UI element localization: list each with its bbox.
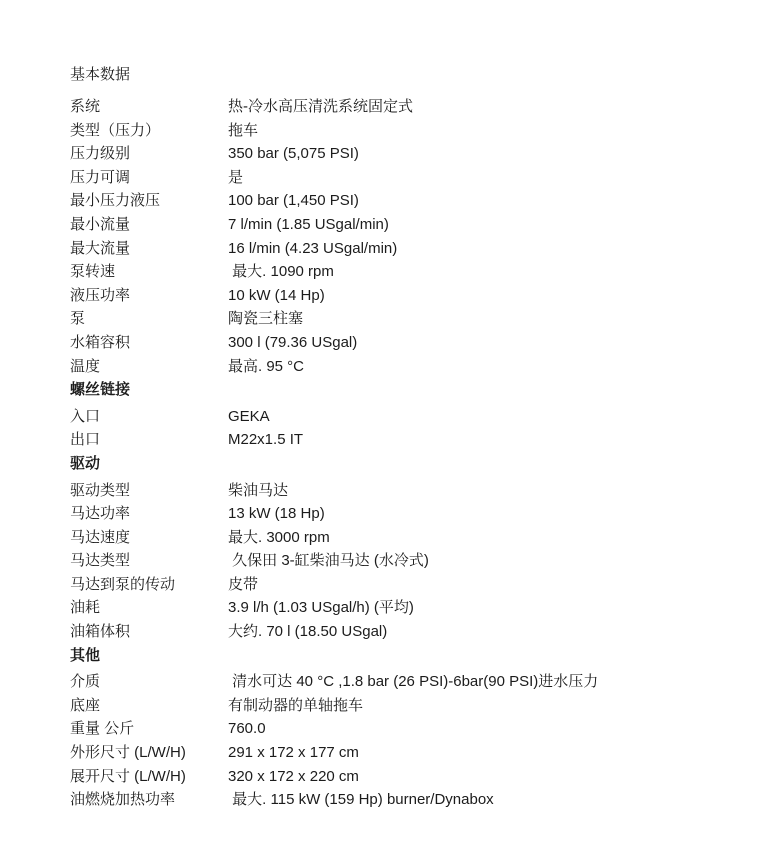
table-row: [70, 620, 746, 644]
table-row: [70, 788, 746, 812]
table-row: [70, 355, 746, 379]
spec-value: 16 l/min (4.23 USgal/min): [228, 239, 398, 257]
spec-value: 350 bar (5,075 PSI): [228, 145, 359, 163]
page-title: 基本数据: [70, 66, 131, 83]
section-other: [70, 644, 746, 812]
spec-value: 陶瓷三柱塞: [228, 310, 304, 328]
spec-value: M22x1.5 IT: [228, 431, 304, 449]
spec-label: 泵: [70, 310, 86, 328]
table-row: [70, 95, 746, 119]
section-heading: 驱动: [70, 454, 101, 472]
table-row: [70, 405, 746, 429]
spec-label: 马达功率: [70, 505, 131, 523]
spec-label: 底座: [70, 696, 101, 714]
table-row: [70, 213, 746, 237]
spec-value: 是: [228, 168, 244, 186]
spec-label: 外形尺寸 (L/W/H): [70, 744, 186, 762]
table-row: [70, 573, 746, 597]
table-row: [70, 119, 746, 143]
spec-value: 100 bar (1,450 PSI): [228, 192, 359, 210]
spec-label: 马达到泵的传动: [70, 575, 176, 593]
spec-value: 久保田 3-缸柴油马达 (水冷式): [228, 552, 429, 570]
table-row: [70, 502, 746, 526]
spec-value: 最大. 115 kW (159 Hp) burner/Dynabox: [228, 791, 494, 809]
spec-value: 10 kW (14 Hp): [228, 286, 325, 304]
spec-label: 重量 公斤: [70, 720, 135, 738]
table-row: [70, 331, 746, 355]
spec-value: GEKA: [228, 407, 270, 425]
spec-label: 最大流量: [70, 239, 131, 257]
spec-value: 大约. 70 l (18.50 USgal): [228, 623, 388, 641]
spec-value: 热-冷水高压清洗系统固定式: [228, 98, 413, 115]
table-row: [70, 596, 746, 620]
spec-label: 温度: [70, 357, 101, 375]
table-row: [70, 549, 746, 573]
spec-label: 油燃烧加热功率: [70, 791, 176, 809]
spec-label: 最小流量: [70, 215, 131, 233]
spec-label: 系统: [70, 98, 101, 115]
table-row: [70, 717, 746, 741]
table-row: [70, 166, 746, 190]
table-row: [70, 741, 746, 765]
spec-value: 有制动器的单轴拖车: [228, 696, 364, 714]
spec-label: 压力级别: [70, 145, 131, 163]
spec-label: 入口: [70, 407, 101, 425]
spec-label: 出口: [70, 431, 101, 449]
spec-label: 泵转速: [70, 263, 116, 281]
spec-label: 水箱容积: [70, 333, 131, 351]
spec-label: 展开尺寸 (L/W/H): [70, 767, 186, 785]
section-heading: 螺丝链接: [70, 381, 131, 399]
spec-label: 油箱体积: [70, 623, 131, 641]
spec-sheet: [70, 63, 746, 812]
spec-value: 拖车: [228, 121, 259, 139]
table-row: [70, 307, 746, 331]
section-basic-data: [70, 95, 746, 378]
table-row: [70, 260, 746, 284]
spec-value: 清水可达 40 °C ,1.8 bar (26 PSI)-6bar(90 PSI)进水压力: [228, 673, 599, 691]
spec-value: 760.0: [228, 720, 266, 738]
spec-value: 7 l/min (1.85 USgal/min): [228, 215, 389, 233]
section-screw-connections: [70, 378, 746, 452]
spec-value: 300 l (79.36 USgal): [228, 333, 358, 351]
section-heading: 其他: [70, 646, 101, 664]
table-row: [70, 428, 746, 452]
spec-label: 介质: [70, 673, 101, 691]
spec-value: 291 x 172 x 177 cm: [228, 744, 359, 762]
table-row: [70, 479, 746, 503]
spec-label: 压力可调: [70, 168, 131, 186]
table-row: [70, 526, 746, 550]
table-row: [70, 694, 746, 718]
spec-value: 3.9 l/h (1.03 USgal/h) (平均): [228, 599, 414, 617]
spec-label: 马达类型: [70, 552, 131, 570]
spec-value: 13 kW (18 Hp): [228, 505, 325, 523]
table-row: [70, 670, 746, 694]
spec-label: 最小压力液压: [70, 192, 161, 210]
spec-label: 液压功率: [70, 286, 131, 304]
table-row: [70, 142, 746, 166]
spec-value: 最大. 1090 rpm: [228, 263, 334, 281]
spec-value: 柴油马达: [228, 481, 289, 499]
table-row: [70, 765, 746, 789]
spec-label: 驱动类型: [70, 481, 131, 499]
spec-value: 最大. 3000 rpm: [228, 528, 330, 546]
spec-value: 皮带: [228, 575, 259, 593]
section-drive: [70, 452, 746, 644]
spec-label: 油耗: [70, 599, 101, 617]
spec-label: 马达速度: [70, 528, 131, 546]
spec-label: 类型（压力）: [70, 121, 161, 139]
spec-value: 最高. 95 °C: [228, 357, 305, 375]
table-row: [70, 189, 746, 213]
table-row: [70, 237, 746, 261]
spec-value: 320 x 172 x 220 cm: [228, 767, 359, 785]
table-row: [70, 284, 746, 308]
